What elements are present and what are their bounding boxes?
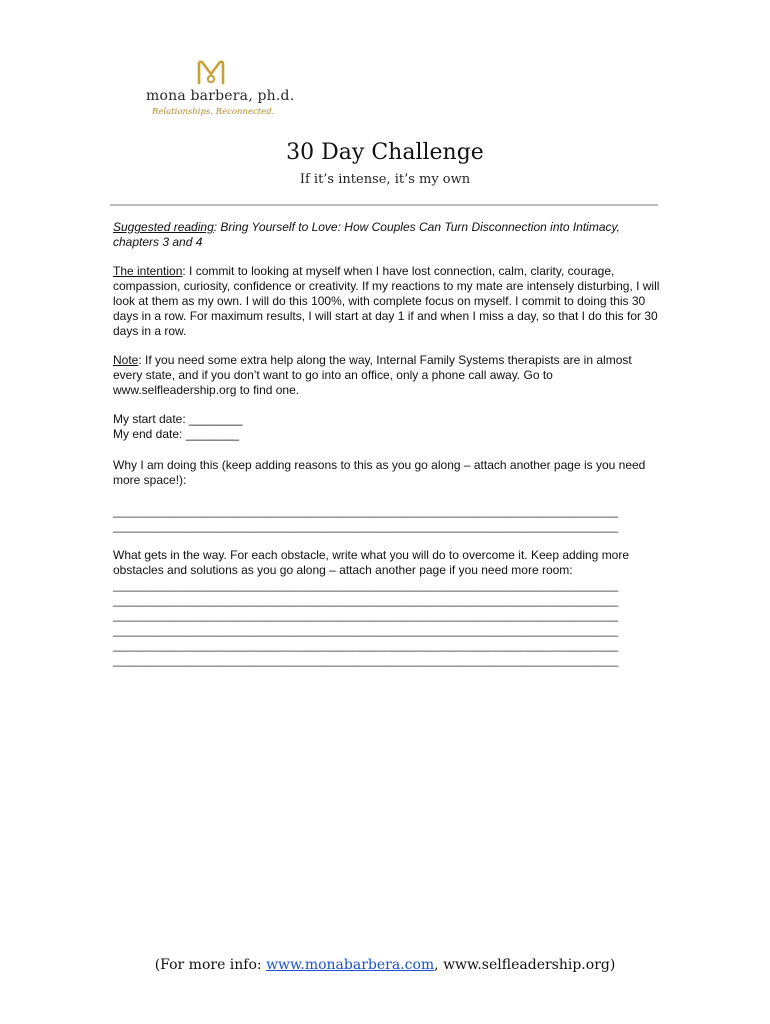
obstacle-blank-line[interactable]: ______________________________________________________________________________	[113, 593, 618, 607]
brand-name: mona barbera, ph.d.	[146, 88, 295, 104]
footer-suffix: , www.selfleadership.org)	[434, 957, 616, 973]
dates-paragraph	[113, 412, 661, 442]
page-subtitle: If it’s intense, it’s my own	[299, 172, 471, 187]
document-body	[113, 220, 661, 668]
note-label: Note	[113, 353, 139, 367]
obstacle-blank-line[interactable]: ______________________________________________________________________________	[113, 623, 618, 637]
brand-tagline: Relationships. Reconnected.	[152, 107, 275, 117]
why-prompt: Why I am doing this (keep adding reasons to this as you go along – attach another page is you need more space!):	[113, 458, 646, 487]
note-paragraph	[113, 353, 661, 398]
obstacle-blank-line[interactable]: ______________________________________________________________________________	[113, 578, 618, 592]
header-divider	[110, 204, 658, 206]
suggested-reading-label: Suggested reading	[113, 220, 214, 234]
logo-m-mark-icon	[194, 58, 228, 86]
brand-logo	[146, 58, 295, 120]
obstacle-blank-line[interactable]: ______________________________________________________________________________	[113, 638, 618, 652]
page-title: 30 Day Challenge	[286, 140, 484, 165]
footer-prefix: (For more info:	[154, 957, 267, 973]
intention-text: : I commit to looking at myself when I have lost connection, calm, clarity, courage, compassion, curiosity, confidence or creativity. If my reactions to my mate are intensely disturbing, I will look at them as my own. I will do this 100%, with complete focus on myself. I commit to doing this 30 days in a row. For maximum results, I will start at day 1 if and when I miss a day, so that I do this for 30 days in a row.	[113, 264, 660, 338]
footer-website-link[interactable]: www.monabarbera.com	[266, 957, 435, 973]
suggested-reading-text: : Bring Yourself to Love: How Couples Can Turn Disconnection into Intimacy, chapters 3 and 4	[113, 220, 620, 249]
intention-label: The intention	[113, 264, 183, 278]
suggested-reading-paragraph	[113, 220, 661, 250]
footer	[0, 957, 770, 973]
obstacle-blank-line[interactable]: ______________________________________________________________________________	[113, 608, 618, 622]
why-blank-line[interactable]: ______________________________________________________________________________	[113, 504, 618, 518]
intention-paragraph	[113, 264, 661, 339]
end-date-field[interactable]: My end date: ________	[113, 427, 240, 441]
obstacle-blank-line[interactable]: ______________________________________________________________________________	[113, 653, 618, 667]
note-text: : If you need some extra help along the way, Internal Family Systems therapists are in almost every state, and if you don’t want to go into an office, only a phone call away. Go to www.selfleadership.org to find one.	[113, 353, 632, 397]
obstacles-prompt: What gets in the way. For each obstacle, write what you will do to overcome it. Keep adding more obstacles and solutions as you go along – attach another page if you need more room:	[113, 548, 630, 577]
start-date-field[interactable]: My start date: ________	[113, 412, 243, 426]
why-blank-line[interactable]: ______________________________________________________________________________	[113, 519, 618, 533]
